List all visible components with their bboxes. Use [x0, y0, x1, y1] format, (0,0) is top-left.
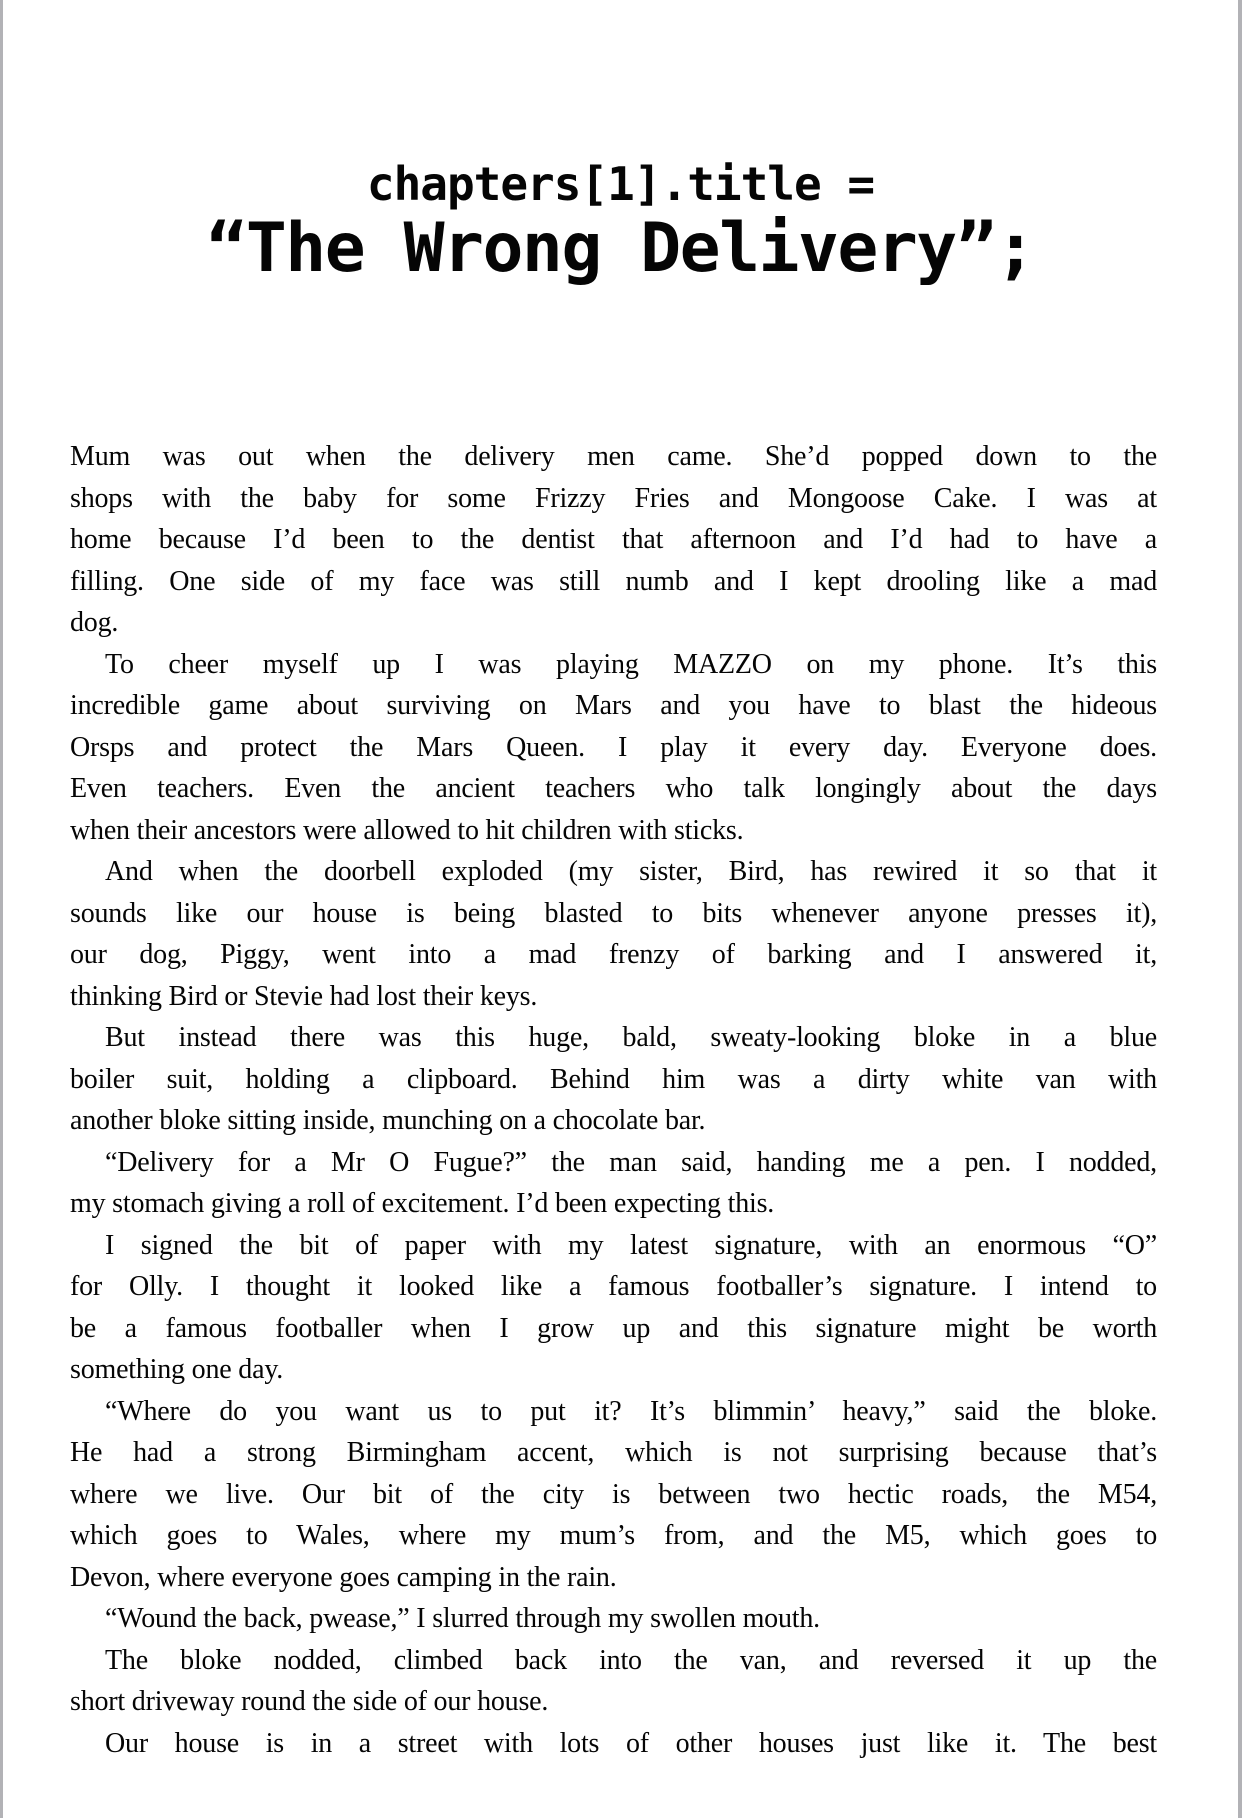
body-line: I signed the bit of paper with my latest signature, with an enormous “O”	[105, 1229, 1157, 1261]
page-body	[3, 436, 1238, 1764]
body-line: for Olly. I thought it looked like a famous footballer’s signature. I intend to	[70, 1271, 1157, 1302]
chapter-title-code-line: chapters[1].title =	[366, 157, 875, 211]
body-line: incredible game about surviving on Mars and you have to blast the hideous	[70, 690, 1157, 721]
body-line: my stomach giving a roll of excitement. I’d been expecting this.	[70, 1188, 775, 1219]
body-line: sounds like our house is being blasted to bits whenever anyone presses it),	[70, 897, 1157, 929]
body-line: boiler suit, holding a clipboard. Behind him was a dirty white van with	[70, 1063, 1157, 1095]
body-line: He had a strong Birmingham accent, which is not surprising because that’s	[70, 1437, 1157, 1468]
body-line: our dog, Piggy, went into a mad frenzy of barking and I answered it,	[70, 939, 1157, 970]
body-line: “Where do you want us to put it? It’s blimmin’ heavy,” said the bloke.	[105, 1395, 1157, 1427]
body-line: another bloke sitting inside, munching on a chocolate bar.	[70, 1105, 706, 1136]
body-line: Devon, where everyone goes camping in the rain.	[70, 1561, 617, 1593]
body-line: And when the doorbell exploded (my sister, Bird, has rewired it so that it	[105, 856, 1157, 887]
body-line: home because I’d been to the dentist that afternoon and I’d had to have a	[70, 524, 1157, 555]
chapter-title	[3, 158, 1238, 288]
body-line: where we live. Our bit of the city is between two hectic roads, the M54,	[70, 1478, 1157, 1510]
body-line: Mum was out when the delivery men came. She’d popped down to the	[70, 441, 1157, 472]
body-line: The bloke nodded, climbed back into the van, and reversed it up the	[105, 1644, 1157, 1676]
body-line: dog.	[70, 607, 119, 638]
chapter-title-text-line: “The Wrong Delivery”;	[206, 209, 1035, 288]
body-line: be a famous footballer when I grow up and this signature might be worth	[70, 1312, 1157, 1344]
body-line: Even teachers. Even the ancient teachers who talk longingly about the days	[70, 773, 1157, 804]
body-line: something one day.	[70, 1354, 284, 1385]
body-line: when their ancestors were allowed to hit children with sticks.	[70, 814, 744, 846]
body-line: “Delivery for a Mr O Fugue?” the man said, handing me a pen. I nodded,	[105, 1146, 1157, 1178]
body-line: Our house is in a street with lots of other houses just like it. The best	[105, 1727, 1157, 1759]
body-line: “Wound the back, pwease,” I slurred through my swollen mouth.	[105, 1603, 820, 1634]
body-line: To cheer myself up I was playing MAZZO on my phone. It’s this	[105, 648, 1157, 680]
body-line: But instead there was this huge, bald, sweaty-looking bloke in a blue	[105, 1022, 1157, 1053]
body-line: shops with the baby for some Frizzy Fries and Mongoose Cake. I was at	[70, 482, 1157, 514]
body-line: which goes to Wales, where my mum’s from, and the M5, which goes to	[70, 1520, 1157, 1551]
body-line: filling. One side of my face was still numb and I kept drooling like a mad	[70, 565, 1157, 597]
body-line: thinking Bird or Stevie had lost their keys.	[70, 980, 538, 1012]
body-line: short driveway round the side of our house.	[70, 1686, 549, 1717]
body-line: Orsps and protect the Mars Queen. I play it every day. Everyone does.	[70, 731, 1157, 763]
